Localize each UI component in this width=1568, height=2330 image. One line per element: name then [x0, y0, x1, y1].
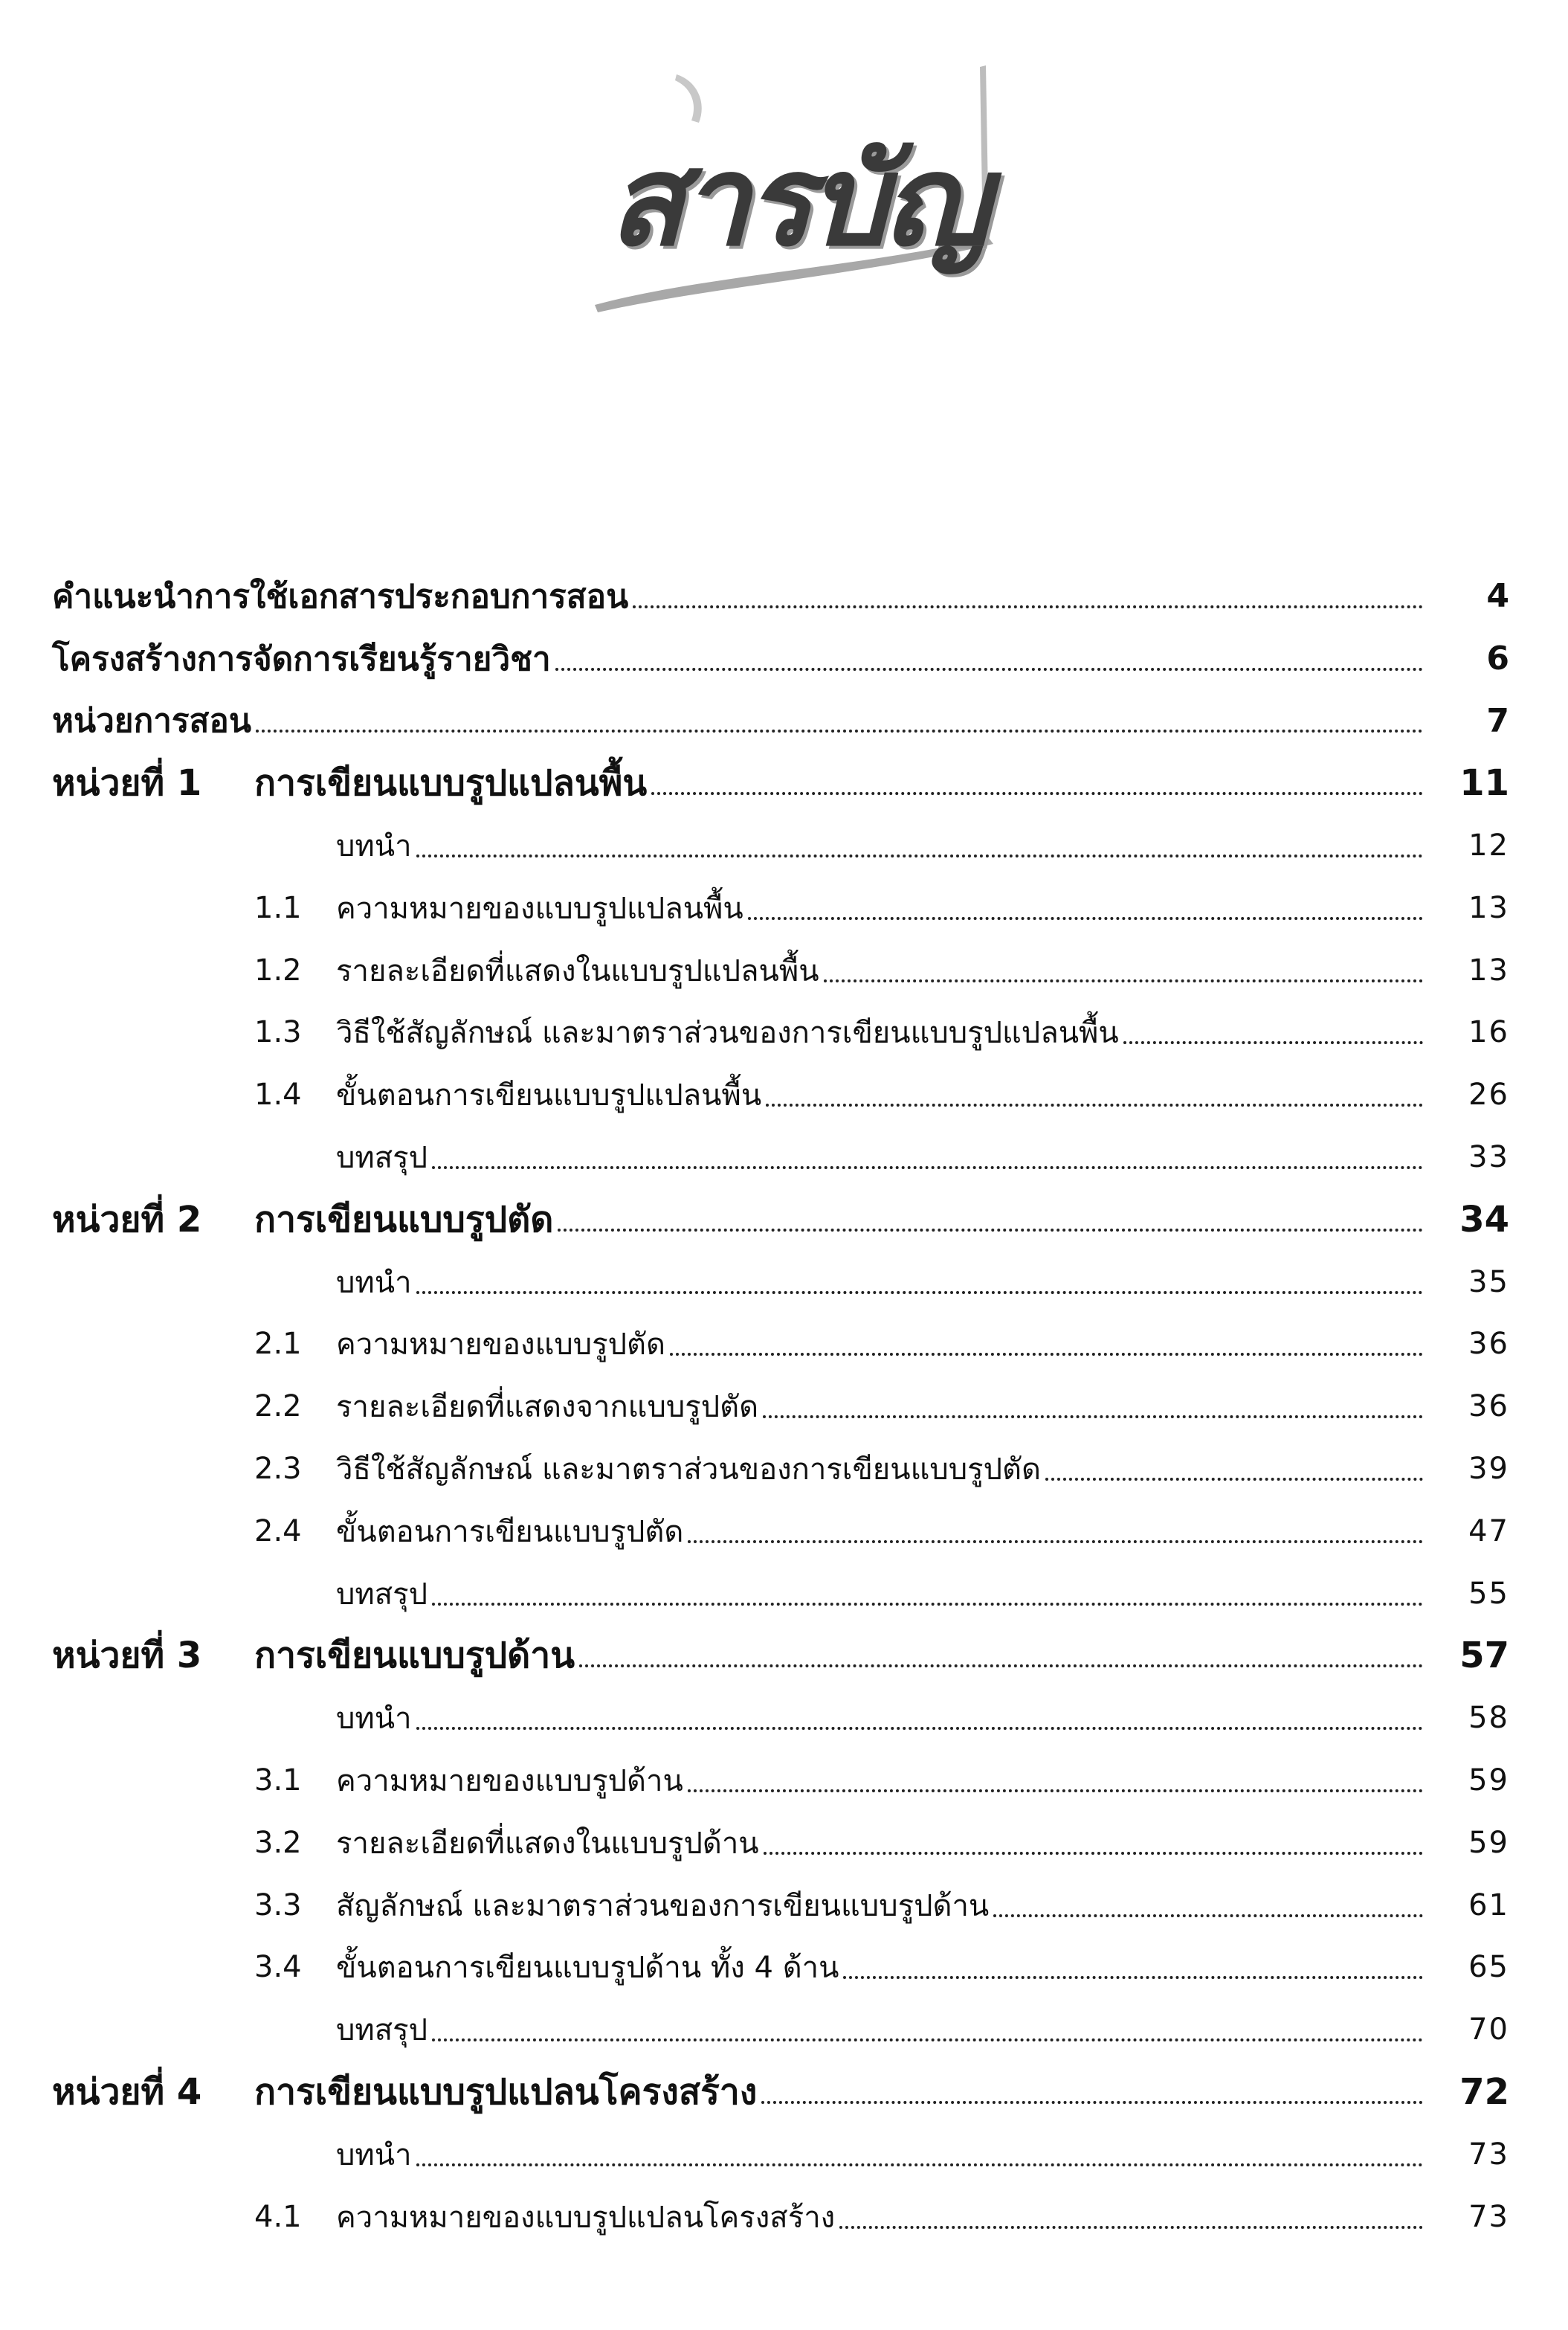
entry-title: รายละเอียดที่แสดงในแบบรูปแปลนพื้น — [336, 953, 819, 988]
toc-entry-text — [254, 1819, 1427, 1867]
toc-entry-text — [254, 1445, 1427, 1493]
toc-row[interactable] — [52, 1063, 1509, 1126]
toc-entry-text — [254, 1627, 1427, 1684]
entry-title: วิธีใช้สัญลักษณ์ และมาตราส่วนของการเขียนแบบรูปตัด — [336, 1452, 1041, 1487]
section-number: 1.3 — [254, 1015, 302, 1050]
toc-heading — [572, 52, 1033, 327]
toc-entry-text — [254, 1507, 1427, 1555]
section-number: 3.2 — [254, 1825, 302, 1860]
toc-entry-text — [254, 1757, 1427, 1804]
toc-row[interactable] — [52, 1313, 1509, 1376]
entry-title: ความหมายของแบบรูปตัด — [336, 1327, 665, 1362]
page-number: 55 — [1468, 1576, 1509, 1611]
dot-leader — [688, 1789, 1423, 1792]
entry-title: รายละเอียดที่แสดงในแบบรูปด้าน — [336, 1826, 759, 1861]
toc-entry-text — [254, 822, 1427, 869]
toc-entry-text — [52, 695, 1427, 747]
unit-label: หน่วยที่ 1 — [52, 762, 202, 805]
entry-title: ความหมายของแบบรูปแปลนโครงสร้าง — [336, 2200, 836, 2235]
entry-title: การเขียนแบบรูปแปลนพื้น — [254, 762, 648, 805]
dot-leader — [416, 2163, 1423, 2166]
section-number: 1.1 — [254, 890, 302, 925]
toc-entry-text — [254, 755, 1427, 811]
page-number: 13 — [1468, 890, 1509, 925]
dot-leader — [651, 792, 1423, 795]
entry-title: โครงสร้างการจัดการเรียนรู้รายวิชา — [52, 640, 551, 678]
dot-leader — [416, 855, 1423, 857]
page-number: 39 — [1468, 1452, 1509, 1487]
dot-leader — [763, 1415, 1423, 1418]
page-number: 7 — [1486, 701, 1509, 740]
section-number: 2.1 — [254, 1327, 302, 1362]
entry-title: บทนำ — [336, 1265, 412, 1300]
page-number: 11 — [1459, 762, 1509, 805]
dot-leader — [416, 1727, 1423, 1730]
toc-row[interactable] — [52, 1937, 1509, 1999]
section-number: 1.4 — [254, 1078, 302, 1113]
dot-leader — [748, 917, 1423, 920]
unit-label: หน่วยที่ 4 — [52, 2071, 202, 2114]
toc-row[interactable] — [52, 1874, 1509, 1937]
page-number: 72 — [1459, 2071, 1509, 2114]
toc-row[interactable] — [52, 752, 1509, 814]
page-number: 61 — [1468, 1888, 1509, 1922]
toc-row[interactable] — [52, 939, 1509, 1002]
toc-entry-text — [254, 2064, 1427, 2120]
entry-title: การเขียนแบบรูปตัด — [254, 1198, 554, 1240]
page-number: 33 — [1468, 1140, 1509, 1175]
toc-entry-text — [52, 633, 1427, 685]
page-number: 59 — [1468, 1763, 1509, 1798]
entry-title: การเขียนแบบรูปแปลนโครงสร้าง — [254, 2071, 758, 2114]
dot-leader — [633, 605, 1423, 608]
toc-row[interactable] — [52, 1251, 1509, 1313]
toc-row[interactable] — [52, 1812, 1509, 1874]
dot-leader — [670, 1353, 1423, 1356]
toc-entry-text — [254, 1694, 1427, 1742]
dot-leader — [432, 2038, 1423, 2041]
entry-title: การเขียนแบบรูปด้าน — [254, 1635, 575, 1677]
toc-row[interactable] — [52, 1500, 1509, 1563]
section-number: 3.1 — [254, 1763, 302, 1798]
dot-leader — [579, 1664, 1423, 1667]
dot-leader — [432, 1166, 1423, 1169]
dot-leader — [824, 979, 1423, 982]
dot-leader — [256, 730, 1423, 733]
dot-leader — [761, 2101, 1423, 2104]
entry-title: สัญลักษณ์ และมาตราส่วนของการเขียนแบบรูปด้าน — [336, 1888, 990, 1923]
page-number: 13 — [1468, 953, 1509, 988]
table-of-contents — [52, 565, 1509, 2248]
section-number: 3.3 — [254, 1888, 302, 1922]
toc-entry-text — [254, 2193, 1427, 2241]
toc-row[interactable] — [52, 1438, 1509, 1500]
toc-row[interactable] — [52, 1002, 1509, 1064]
toc-row[interactable] — [52, 628, 1509, 690]
entry-title: รายละเอียดที่แสดงจากแบบรูปตัด — [336, 1390, 759, 1425]
toc-row[interactable] — [52, 2123, 1509, 2186]
entry-title: วิธีใช้สัญลักษณ์ และมาตราส่วนของการเขียนแบบรูปแปลนพื้น — [336, 1016, 1119, 1051]
page-number: 16 — [1468, 1015, 1509, 1050]
unit-label: หน่วยที่ 2 — [52, 1198, 202, 1240]
entry-title: หน่วยการสอน — [52, 702, 251, 741]
dot-leader — [1123, 1041, 1423, 1044]
page-number: 65 — [1468, 1950, 1509, 1985]
toc-entry-text — [254, 1191, 1427, 1248]
toc-row[interactable] — [52, 1625, 1509, 1687]
toc-entry-text — [254, 1008, 1427, 1056]
page-number: 70 — [1468, 2012, 1509, 2047]
toc-row[interactable] — [52, 2186, 1509, 2248]
entry-title: บทสรุป — [336, 2013, 428, 2048]
entry-title: บทนำ — [336, 2137, 412, 2172]
section-number: 2.3 — [254, 1452, 302, 1487]
dot-leader — [688, 1540, 1423, 1543]
entry-title: ความหมายของแบบรูปแปลนพื้น — [336, 891, 743, 926]
page-number: 59 — [1468, 1825, 1509, 1860]
toc-row[interactable] — [52, 877, 1509, 939]
page-number: 73 — [1468, 2199, 1509, 2234]
dot-leader — [432, 1603, 1423, 1606]
toc-entry-text — [254, 1320, 1427, 1368]
dot-leader — [993, 1914, 1423, 1917]
toc-entry-text — [52, 570, 1427, 622]
entry-title: บทนำ — [336, 829, 412, 864]
toc-row[interactable] — [52, 1563, 1509, 1625]
section-number: 2.2 — [254, 1389, 302, 1424]
dot-leader — [1045, 1478, 1423, 1481]
page-number: 47 — [1468, 1513, 1509, 1548]
page-number: 6 — [1486, 640, 1509, 678]
toc-entry-text — [254, 1943, 1427, 1991]
entry-title: บทสรุป — [336, 1141, 428, 1176]
page-title: สารบัญ — [608, 128, 985, 274]
page-number: 34 — [1459, 1198, 1509, 1240]
page-number: 12 — [1468, 828, 1509, 863]
toc-row[interactable] — [52, 1375, 1509, 1438]
entry-title: ขั้นตอนการเขียนแบบรูปตัด — [336, 1514, 684, 1549]
toc-entry-text — [254, 1071, 1427, 1119]
toc-row[interactable] — [52, 1687, 1509, 1749]
dot-leader — [839, 2226, 1423, 2229]
toc-row[interactable] — [52, 1188, 1509, 1251]
page-number: 73 — [1468, 2137, 1509, 2172]
toc-entry-text — [254, 1133, 1427, 1181]
dot-leader — [764, 1852, 1423, 1855]
toc-row[interactable] — [52, 2061, 1509, 2123]
toc-entry-text — [254, 2131, 1427, 2178]
section-number: 4.1 — [254, 2199, 302, 2234]
section-number: 3.4 — [254, 1950, 302, 1985]
toc-row[interactable] — [52, 690, 1509, 753]
toc-entry-text — [254, 1258, 1427, 1306]
page-number: 57 — [1459, 1635, 1509, 1677]
entry-title: ความหมายของแบบรูปด้าน — [336, 1764, 683, 1799]
entry-title: คำแนะนำการใช้เอกสารประกอบการสอน — [52, 577, 629, 616]
section-number: 2.4 — [254, 1513, 302, 1548]
page-number: 26 — [1468, 1078, 1509, 1113]
toc-row[interactable] — [52, 814, 1509, 877]
toc-row[interactable] — [52, 565, 1509, 628]
entry-title: ขั้นตอนการเขียนแบบรูปด้าน ทั้ง 4 ด้าน — [336, 1951, 839, 1986]
toc-entry-text — [254, 1882, 1427, 1929]
page-number: 4 — [1486, 577, 1509, 616]
entry-title: ขั้นตอนการเขียนแบบรูปแปลนพื้น — [336, 1078, 762, 1113]
toc-row[interactable] — [52, 1998, 1509, 2061]
dot-leader — [843, 1976, 1423, 1979]
dot-leader — [416, 1291, 1423, 1294]
toc-entry-text — [254, 947, 1427, 994]
toc-entry-text — [254, 2006, 1427, 2053]
page-number: 58 — [1468, 1701, 1509, 1736]
dot-leader — [555, 668, 1423, 671]
entry-title: บทสรุป — [336, 1577, 428, 1612]
entry-title: บทนำ — [336, 1702, 412, 1737]
page-number: 35 — [1468, 1264, 1509, 1299]
dot-leader — [766, 1104, 1423, 1107]
page-number: 36 — [1468, 1389, 1509, 1424]
toc-row[interactable] — [52, 1749, 1509, 1812]
toc-entry-text — [254, 884, 1427, 932]
dot-leader — [558, 1229, 1423, 1232]
toc-entry-text — [254, 1570, 1427, 1618]
page-number: 36 — [1468, 1327, 1509, 1362]
toc-row[interactable] — [52, 1126, 1509, 1188]
unit-label: หน่วยที่ 3 — [52, 1635, 202, 1677]
toc-entry-text — [254, 1383, 1427, 1430]
section-number: 1.2 — [254, 953, 302, 988]
